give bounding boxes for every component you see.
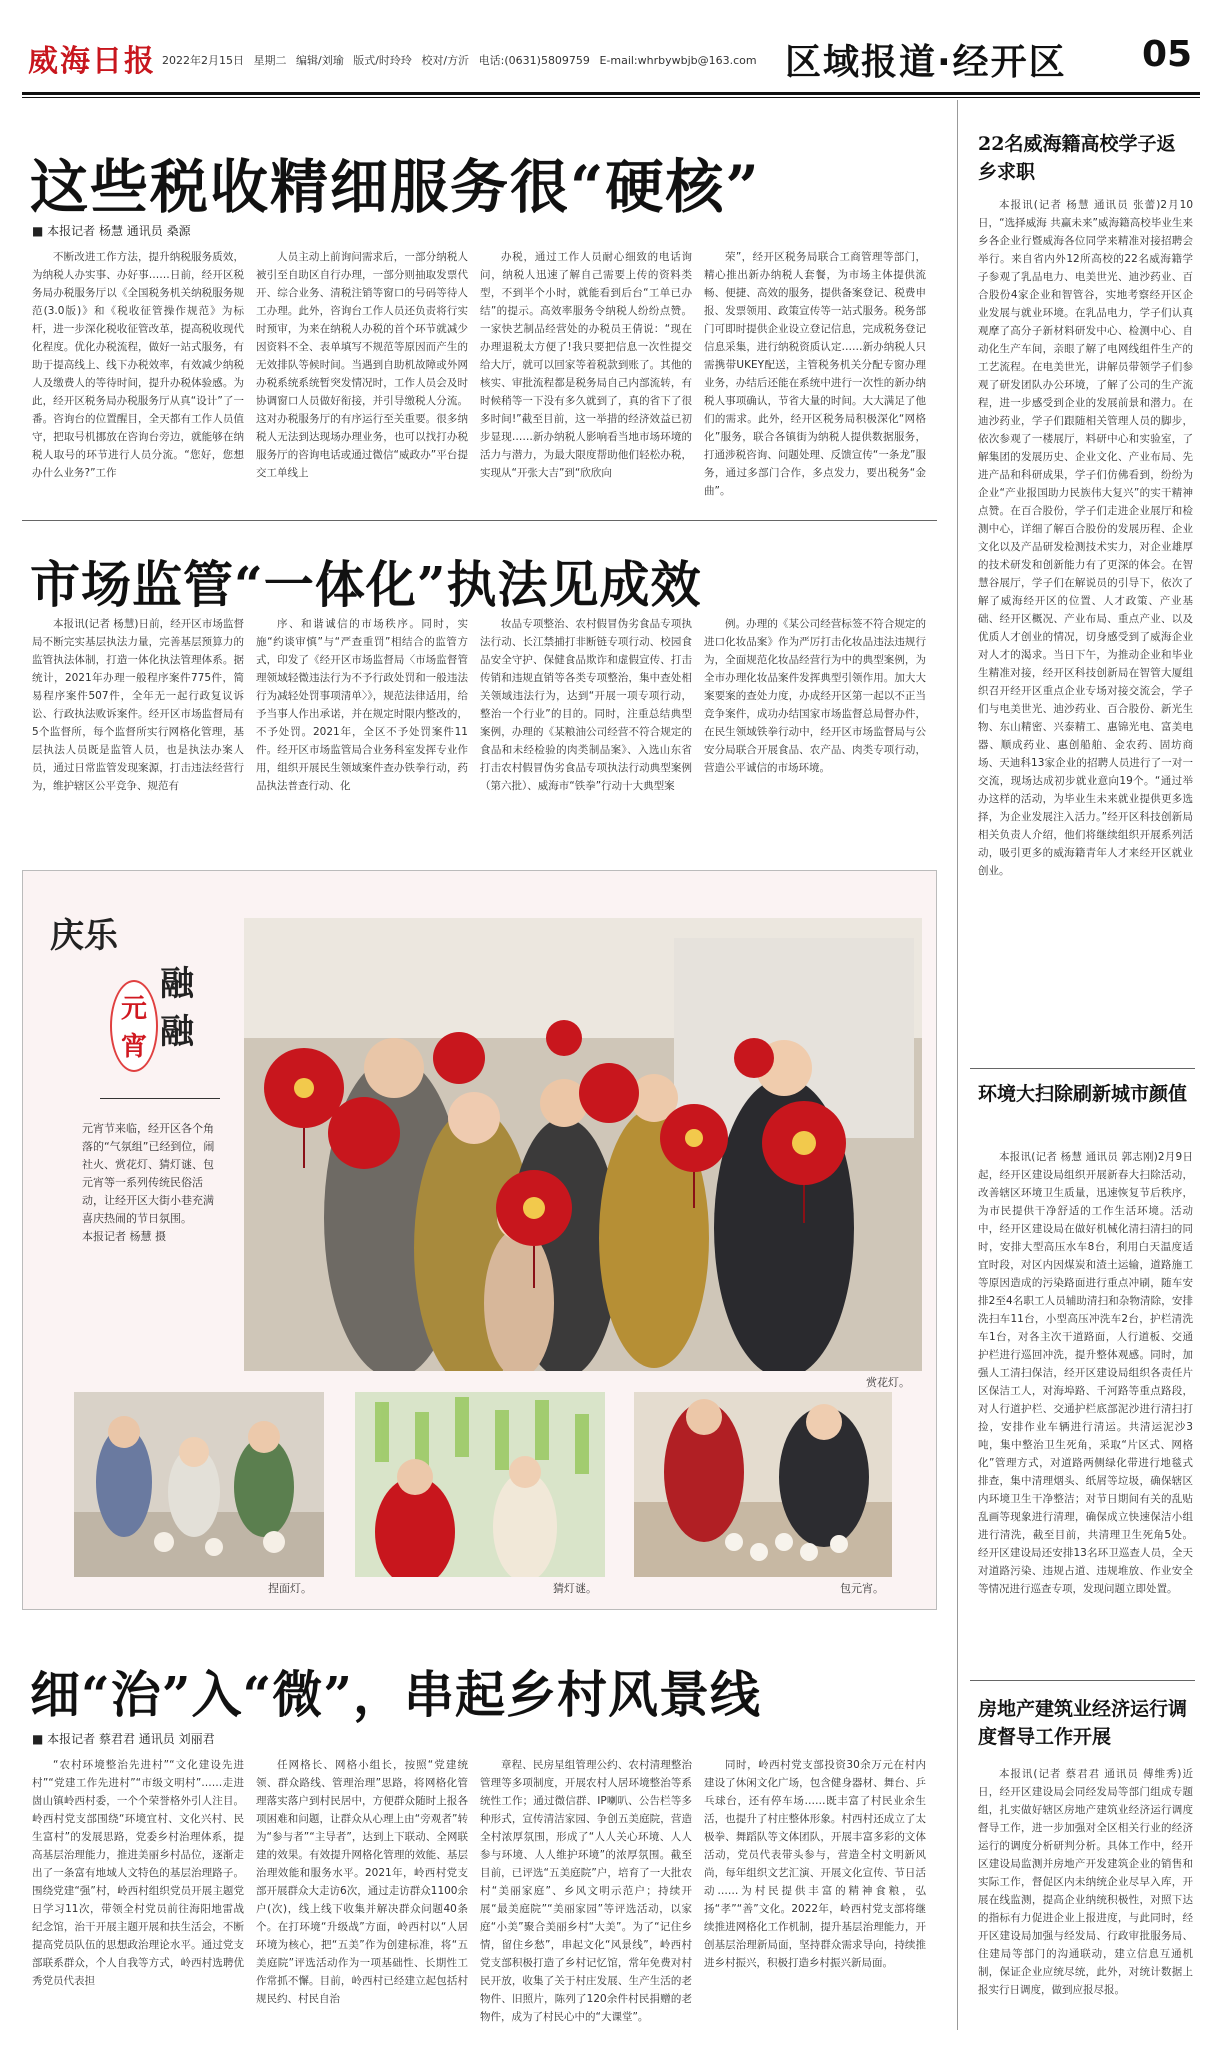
phone-number: 电话:(0631)5809759 [478,54,590,67]
article2-column: 妆品专项整治、农村假冒伪劣食品专项执法行动、长江禁捕打非断链专项行动、校园食品安全守护、保健食品欺诈和虚假宣传、打击传销和违规直销等各类专项整治，集中查处相关领域违法行为，达到“开展一项专项行动，整治一个行业”的目的。同时，注重总结典型案例，办理的《某粮油公司经营不符合规定的食品和未经检验的肉类制品案》、入选山东省打击农村假冒伪劣食品专项执法行动典型案例（第六批）、威海市“铁拳”行动十大典型案 [480,618,692,792]
caption-riddle: 猜灯谜。 [553,1582,597,1595]
article3-byline-text: 本报记者 蔡君君 通讯员 刘丽君 [47,1732,215,1746]
article3-column: 同时，岭西村党支部投资30余万元在村内建设了休闲文化广场，包含健身器材、舞台、乒乓球台，还有停车场……既丰富了村民业余生活，也提升了村庄整体形象。村西村还成立了太极拳、舞蹈队等文体团队，开展丰富多彩的文体活动，党员代表带头参与，营造全村文明新风尚，每年组织文艺汇演、开展文化宣传、节日活动……为村民提供丰富的精神食粮，弘扬“孝”“善”文化。2022年，岭西村党支部将继续推进网格化工作机制，提升基层治理能力，开创基层治理新局面，坚持群众需求导向，持续推进乡村振兴，积极打造乡村振兴新局面。 [704,1759,926,1969]
dumpling-photo [634,1392,892,1577]
sidebar-story3-headline: 房地产建筑业经济运行调度督导工作开展 [978,1698,1188,1748]
proof-credit: 校对/方沂 [421,54,470,67]
sidebar-divider-1 [970,1068,1195,1069]
dumpling-image [634,1392,892,1577]
article2-column: 序、和谐诚信的市场秩序。同时，实施“约谈审慎”与“严查重罚”相结合的监管方式，印发了《经开区市场监督局〈市场监督管理领域轻微违法行为不予行政处罚和一般违法行为减轻处罚事项清单〉》，规范法律适用，给予当事人作出承诺，并在规定时限内整改的，不予处罚。2021年，全区不予处罚案件11件。经开区市场监管局合业务科室发挥专业作用，组织开展民生领域案件查办铁拳行动，药品执法普查行动、化 [256,618,468,792]
article3-column: 任网格长、网格小组长，按照“党建统领、群众路线、管理治理”思路，将网格化管理落实落户到村民居中，方便群众随时上报各项困难和问题，让群众从心理上由“旁观者”转为“参与者”“主导者”，达到上下联动、全网联建的效果。有效提升网格化管理的效能、基层治理效能和服务水平。2021年，岭西村党支部开展群众大走访6次，通过走访群众1100余户(次)，线上线下收集并解决群众问题40条个。在打环境“升级战”方面，岭西村以“人居环境为核心，把“五美”作为创建标准，将“五美庭院”评选活动作为一项基础性、长期性工作常抓不懈。目前，岭西村已经建立起包括村规民约、村民自治 [256,1759,468,2005]
issue-weekday: 星期二 [253,54,287,67]
article2-column: 例。办理的《某公司经营标签不符合规定的进口化妆品案》作为严厉打击化妆品违法违规行为，全面规范化妆品经营行为中的典型案例，为全市办理化妆品案件发挥典型引领作用。加大大案要案的查处力度，办成经开区第一起以不正当竞争案件，成功办结国家市场监督总局督办件，在民生领域铁拳行动中，经开区市场监督局与公安分局联合开展食品、农产品、肉类专项行动，营造公平诚信的市场环境。 [704,618,926,774]
header-rule-thin [22,97,1200,98]
article2-headline: 市场监管“一体化”执法见成效 [30,555,702,614]
section-title: 区域报道·经开区 [785,42,1067,83]
article1-headline: 这些税收精细服务很“硬核” [30,153,761,221]
article2-column: 本报讯(记者 杨慧)日前，经开区市场监督局不断完实基层执法力量，完善基层预算力的监管执法体制，打造一体化执法管理体系。据统计，2021年办理一般程序案件775件，简易程序案件507件，全年无一起行政复议诉讼、行政执法败诉案件。经开区市场监督局有5个监督所，每个监督所实行网格化管理，基层执法人员既是监管人员，也是执法办案人员，通过日常监管发现案源，打击违法经营行为，维护辖区公平竞争、规范有 [32,618,244,792]
article1-column: 不断改进工作方法，提升纳税服务质效，为纳税人办实事、办好事……日前，经开区税务局办税服务厅以《全国税务机关纳税服务规范(3.0版)》和《税收征管操作规范》为标杆，进一步深化税收征管改革，提高税收现代化程度。优化办税流程，做好一站式服务，有助于提高线上、线下办税效率，有效减少纳税人及缴费人的等待时间，提升办税体验感。为此，经开区税务局办税服务厅从真“设计”了一番。咨询台的位置醒目，全天都有工作人员值守，把取号机挪放在咨询台旁边，就能够在纳税人取号的环节进行人员分流。“您好，您想办什么业务?”工作 [32,251,244,479]
riddle-photo [355,1392,605,1577]
sidebar-divider-2 [970,1680,1195,1681]
article-divider [22,520,937,521]
festival-rule [100,1098,220,1099]
header-info [162,52,763,68]
festival-description [82,1120,222,1246]
sidebar-story3-text: 本报讯(记者 蔡君君 通讯员 傅维秀)近日，经开区建设局会同经发局等部门组成专题组，扎实做好辖区房地产建筑业经济运行调度督导工作，进一步加强对全区相关行业的经济运行的调度分析研判分析。具体工作中，经开区建设局监测并房地产开发建筑企业的销售和实际工作，督促区内未纳统企业尽早入库，开展在线监测，提高企业纳统积极性，对照下达的指标有力促进企业上报进度，与此同时，经开区建设局加强与经发局、行政审批服务局、住建局等部门的沟通联动，建立信息互通机制，保证企业应统尽统，此外，对统计数据上报实行日调度，做到应报尽报。 [978,1768,1193,1996]
article3-column: 章程、民房星组管理公约、农村清理整治管理等多项制度，开展农村人居环境整治等系统性工作；通过微信群、IP喇叭、公告栏等多种形式，宣传清洁家园、争创五美庭院，营造全村浓厚氛围，形成了“人人关心环境、人人参与环境、人人维护环境”的浓厚氛围。截至目前，已评选“五美庭院”户，培育了一大批农村“美丽家庭”、乡风文明示范户；持续开展“最美庭院”“美丽家园”等评选活动，以家庭“小美”聚合美丽乡村“大美”。为了“记住乡情，留住乡愁”，串起文化“风景线”，岭西村党支部积极打造了乡村记忆馆，常年免费对村民开放，收集了关于村庄发展、生产生活的老物件、旧照片，陈列了120余件村民捐赠的老物件，成为了村民心中的“大课堂”。 [480,1759,692,2023]
sidebar-story2-text: 本报讯(记者 杨慧 通讯员 郭志刚)2月9日起，经开区建设局组织开展新春大扫除活动，改善辖区环境卫生质量，迅速恢复节后秩序，为市民提供干净舒适的工作生活环境。活动中，经开区建设局在做好机械化清扫清扫的同时，安排大型高压水车8台，利用白天温度适宜时段，对区内因煤炭和渣土运输，道路施工等原因造成的污染路面进行重点冲刷，随车安排2至4名职工人员辅助清扫和杂物清除，安排洗扫车11台，小型高压冲洗车2台，护栏清洗车1台，对各主次干道路面，人行道板、交通护栏进行巡回冲洗，提升整体观感。同时，加强人工清扫保洁，经开区建设局组织各责任片区保洁工人，对海埠路、千河路等重点路段，对人行道护栏、交通护栏底部泥沙进行清扫打捡，安排作业车辆进行清运。共清运泥沙3吨，集中整治卫生死角，采取“片区式、网格化”管理方式，对道路两侧绿化带进行地毯式排查，集中清理烟头、纸屑等垃圾，确保辖区内环境卫生干净整洁；对节日期间有关的乱贴乱画等现象进行清理，确保成立快速保洁小组进行清洗，截至目前，共清理卫生死角5处。经开区建设局还安排13名环卫巡查人员，全天对道路污染、违规占道、违规堆放、作业安全等情况进行巡查专项，发现问题立即处置。 [978,1151,1193,1595]
dough-lamp-image [74,1392,324,1577]
lantern-photo [244,918,922,1371]
festival-text: 元宵节来临，经开区各个角落的“气氛组”已经到位，闹社火、赏花灯、猜灯谜、包元宵等一系列传统民俗活动，让经开区大街小巷充满喜庆热闹的节日氛围。 [82,1122,215,1225]
email-address: E-mail:whrbywbjb@163.com [599,54,757,67]
caption-dough-lamp: 捏面灯。 [268,1582,312,1595]
issue-date: 2022年2月15日 [162,54,244,67]
page-number: 05 [1142,34,1193,75]
article1-column: 荣”，经开区税务局联合工商管理等部门，精心推出新办纳税人套餐，为市场主体提供流畅、便捷、高效的服务，提供备案登记、税费申报、发票领用、政策宣传等一站式服务。税务部门可即时提供企业设立登记信息，完成税务登记信息采集，进行纳税资质认定……新办纳税人只需携带UKEY配送，主管税务机关分配专窗办理业务，办结后还能在系统中进行一次性的新办纳税人事项确认，节省大量的时间。大大满足了他们的需求。此外，经开区税务局积极深化“网格化”服务，联合各镇街为纳税人提供数据服务，打通涉税咨询、问题处理、反馈宣传“一条龙”服务，通过多部门合作，多点发力，要出税务“金曲”。 [704,251,926,497]
sidebar-story2-headline: 环境大扫除刷新城市颜值 [978,1083,1188,1105]
festival-title-qingle [50,915,118,957]
sidebar-story1-text: 本报讯(记者 杨慧 通讯员 张蕾)2月10日，“选择威海 共赢未来”威海籍高校毕业生来乡各企业行暨威海各位同学来精准对接招聘会举行。来自省内外12所高校的22名威海籍学子参观了乳品电力、电美世光、迪沙药业、百合股份4家企业和智管谷，实地考察经开区企业发展与就业环境。在乳品电力，学子们认真观摩了高分子新材料研发中心、检测中心、自动化生产车间，亲眼了解了电网线组件生产的工艺流程。在电美世光，讲解员带领学子们参观了研发团队办公环境，了解了公司的生产流程，进一步感受到企业的发展前景和潜力。在迪沙药业，学子们跟随相关管理人员的脚步，依次参观了一楼展厅，料研中心和实验室，了解集团的发展历史、企业文化、产业布局、先进产品和科研成果，学子们仿佛看到，纷纷为企业“产业报国助力民族伟大复兴”的实干精神点赞。在百合股份，学子们走进企业展厅和检测中心，详细了解百合股份的发展历程、企业文化以及产品研发检测技术实力，对企业雄厚的技术研发和创新能力有了更深的体会。在智慧谷展厅，学子们在解说员的引导下，依次了解了威海经开区的位置、人才政策、产业基础、经开区概况、产业布局、重点产业、以及优质人才创业的情况，切身感受到了威海企业对人才的渴求。当日下午，为推动企业和毕业生精准对接，经开区科技创新局在智管大厦组织召开经开区重点企业专场对接交流会，学子们与电美世光、迪沙药业、百合股份、新光生物、东山精密、兴泰精工、惠锦光电、富美电器、顺成药业、惠创船舶、金农药、固坊商场、天迪科13家企业的招聘人员进行了一对一交流，现场达成初步就业意向19个。“通过举办这样的活动，为毕业生未来就业提供更多选择，为企业发展注入活力。”经开区科技创新局相关负责人介绍，他们将继续组织开展系列活动，吸引更多的威海籍青年人才来经开区就业创业。 [978,199,1193,877]
newspaper-logo: 威海日报 [28,44,156,79]
sidebar-story1-headline: 22名威海籍高校学子返乡求职 [978,133,1176,183]
sidebar-divider [957,100,958,2030]
riddle-image [355,1392,605,1577]
header-rule [22,92,1200,95]
yuanxiao-badge: 元宵 [110,980,158,1072]
festival-title-a: 庆乐 [50,916,118,956]
caption-dumpling: 包元宵。 [840,1582,884,1595]
lantern-photo-image [244,918,922,1371]
article1-column: 人员主动上前询问需求后，一部分纳税人被引至自助区自行办理，一部分则抽取发票代开、综合业务、清税注销等窗口的号码等待人工办理。此外，咨询台工作人员还负责将行实时预审，为来在纳税人办税的首个环节就减少因资料不全、表单填写不规范等原因而产生的无效排队等候时间。当遇到自助机故障或外网办税系统系统暂突发情况时，工作人员会及时协调窗口人员做好衔接，并引导缴税人分流。这对办税服务厅的有序运行至关重要。很多纳税人无法到达现场办理业务，也可以找打办税服务厅的咨询电话或通过微信“威政办”平台提交工单线上 [256,251,468,479]
article3-headline: 细“治”入“微”，串起乡村风景线 [30,1665,762,1724]
caption-lantern: 赏花灯。 [866,1376,910,1389]
festival-credit: 本报记者 杨慧 摄 [82,1230,166,1243]
festival-title-rongrong: 融融 [160,964,194,1052]
article1-byline: ■ 本报记者 杨慧 通讯员 桑源 [32,224,191,238]
article1-byline-text: 本报记者 杨慧 通讯员 桑源 [47,224,191,238]
editor-credit: 编辑/刘瑜 [296,54,344,67]
dough-lamp-photo [74,1392,324,1577]
article3-column: “农村环境整治先进村”“文化建设先进村”“党建工作先进村”“市级文明村”……走进崮山镇岭西村委，一个个荣誉格外引人注目。岭西村党支部围绕“环境宜村、文化兴村、民生富村”的发展思路，党委乡村治理体系，提高基层治理能力，推进美丽乡村品位，逐渐走出了一条富有地域人文特色的基层治理路子。围绕党建“强”村，岭西村组织党员开展主题党日学习11次，带领全村党员前往海阳地雷战纪念馆，治干开展主题开展和扶生活会，不断提高党员队伍的思想政治理论水平。通过党支部联系群众，个人自我等方式，岭西村选聘优秀党员代表担 [32,1759,244,1987]
article3-byline: ■ 本报记者 蔡君君 通讯员 刘丽君 [32,1732,215,1746]
article1-column: 办税，通过工作人员耐心细致的电话询问，纳税人迅速了解自己需要上传的资料类型，不到半个小时，就能看到后台“工单已办结”的提示。高效率服务令纳税人纷纷点赞。一家快艺制品经营处的办税员王倩说：“现在办理退税太方便了!我只要把信息一次性提交给大厅，就可以回家等着税款到账了。其他的核实、审批流程都是税务局自己内部流转，有时候稍等一下没有多久就到了，真的省下了很多时间!”截至目前，这一举措的经济效益已初步显现……新办纳税人影响看当地市场环境的活力与潜力，为最大限度帮助他们轻松办税，实现从“开张大吉”到“欣欣向 [480,251,692,479]
design-credit: 版式/时玲玲 [353,54,412,67]
